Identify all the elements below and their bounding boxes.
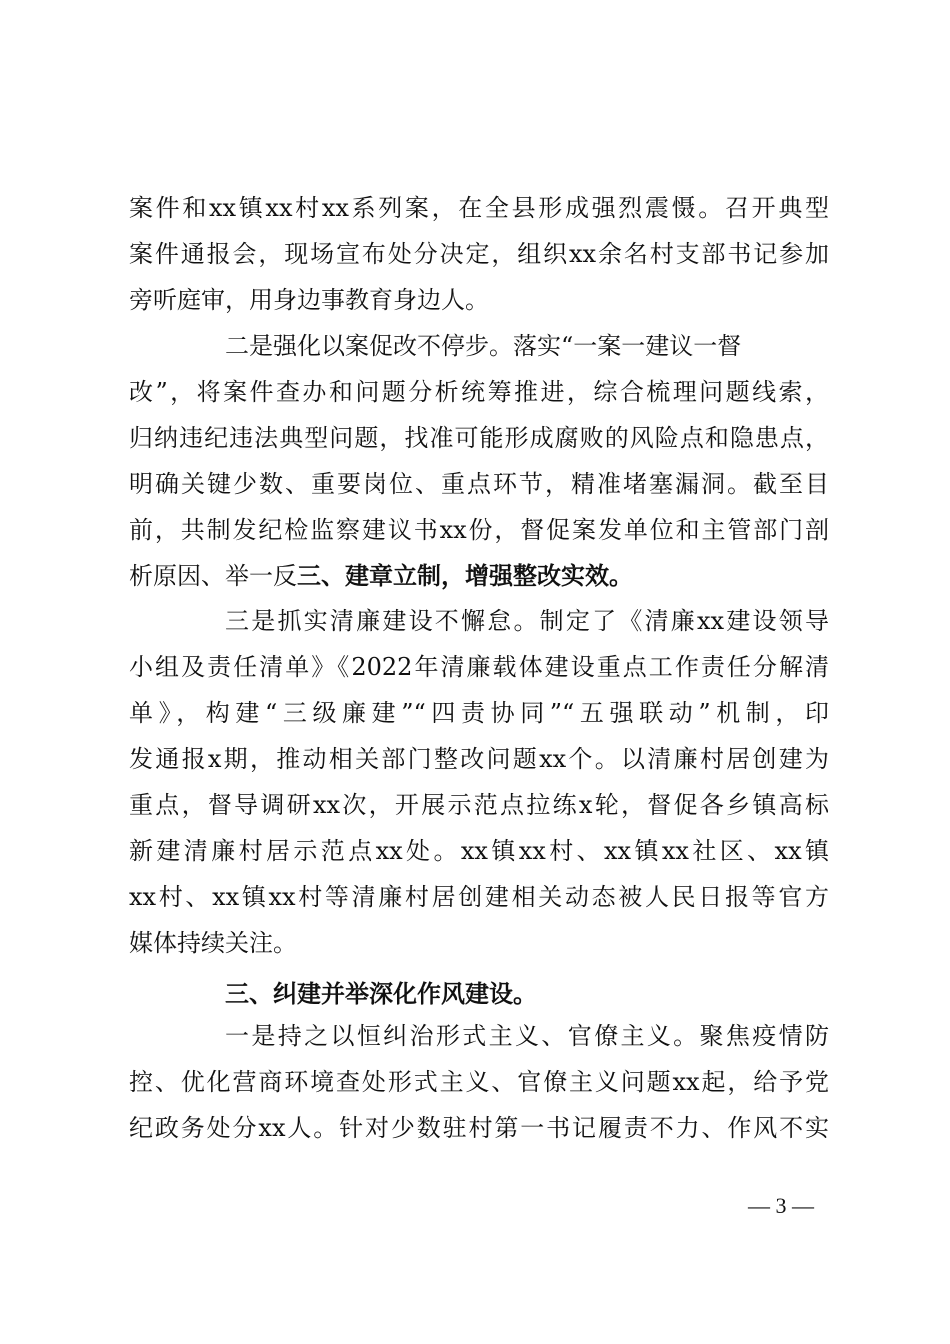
- plain-text: 析原因、举一反: [129, 562, 297, 590]
- paragraph-line: 控、优化营商环境查处形式主义、官僚主义问题xx起，给予党: [129, 1068, 829, 1096]
- bold-subheading: 三、建章立制，增强整改实效。: [297, 562, 633, 590]
- paragraph-line: 小组及责任清单》《2022年清廉载体建设重点工作责任分解清: [129, 653, 829, 681]
- paragraph-1: [129, 185, 829, 323]
- paragraph-line: 重点，督导调研xx次，开展示范点拉练x轮，督促各乡镇高标: [129, 791, 829, 819]
- paragraph-line: 旁听庭审，用身边事教育身边人。: [129, 286, 489, 314]
- paragraph-line: 三是抓实清廉建设不懈怠。制定了《清廉xx建设领导: [225, 607, 829, 635]
- paragraph-line: 前，共制发纪检监察建议书xx份，督促案发单位和主管部门剖: [129, 516, 829, 544]
- paragraph-line: 案件通报会，现场宣布处分决定，组织xx余名村支部书记参加: [129, 240, 829, 268]
- paragraph-line: 单》，构建“三级廉建”“四责协同”“五强联动”机制，印: [129, 699, 829, 727]
- paragraph-4: [129, 1013, 829, 1151]
- paragraph-2: [129, 323, 829, 599]
- paragraph-line: 一是持之以恒纠治形式主义、官僚主义。聚焦疫情防: [225, 1022, 829, 1050]
- paragraph-line: 新建清廉村居示范点xx处。xx镇xx村、xx镇xx社区、xx镇: [129, 837, 829, 865]
- paragraph-line: 改”，将案件查办和问题分析统筹推进，综合梳理问题线索，: [129, 378, 829, 406]
- paragraph-line: 纪政务处分xx人。针对少数驻村第一书记履责不力、作风不实: [129, 1114, 829, 1142]
- page-number: — 3 —: [748, 1193, 814, 1218]
- section-heading: 三、纠建并举深化作风建设。: [225, 980, 537, 1008]
- paragraph-3: [129, 598, 829, 966]
- paragraph-line: xx村、xx镇xx村等清廉村居创建相关动态被人民日报等官方: [129, 883, 829, 911]
- paragraph-line: 明确关键少数、重要岗位、重点环节，精准堵塞漏洞。截至目: [129, 470, 829, 498]
- paragraph-line: 归纳违纪违法典型问题，找准可能形成腐败的风险点和隐患点，: [129, 424, 829, 452]
- paragraph-line: 案件和xx镇xx村xx系列案，在全县形成强烈震慑。召开典型: [129, 194, 829, 222]
- paragraph-line: 发通报x期，推动相关部门整改问题xx个。以清廉村居创建为: [129, 745, 829, 773]
- paragraph-line: 二是强化以案促改不停步。落实“一案一建议一督: [225, 332, 742, 360]
- paragraph-line: 媒体持续关注。: [129, 929, 297, 957]
- paragraph-mixed-line: [129, 553, 829, 599]
